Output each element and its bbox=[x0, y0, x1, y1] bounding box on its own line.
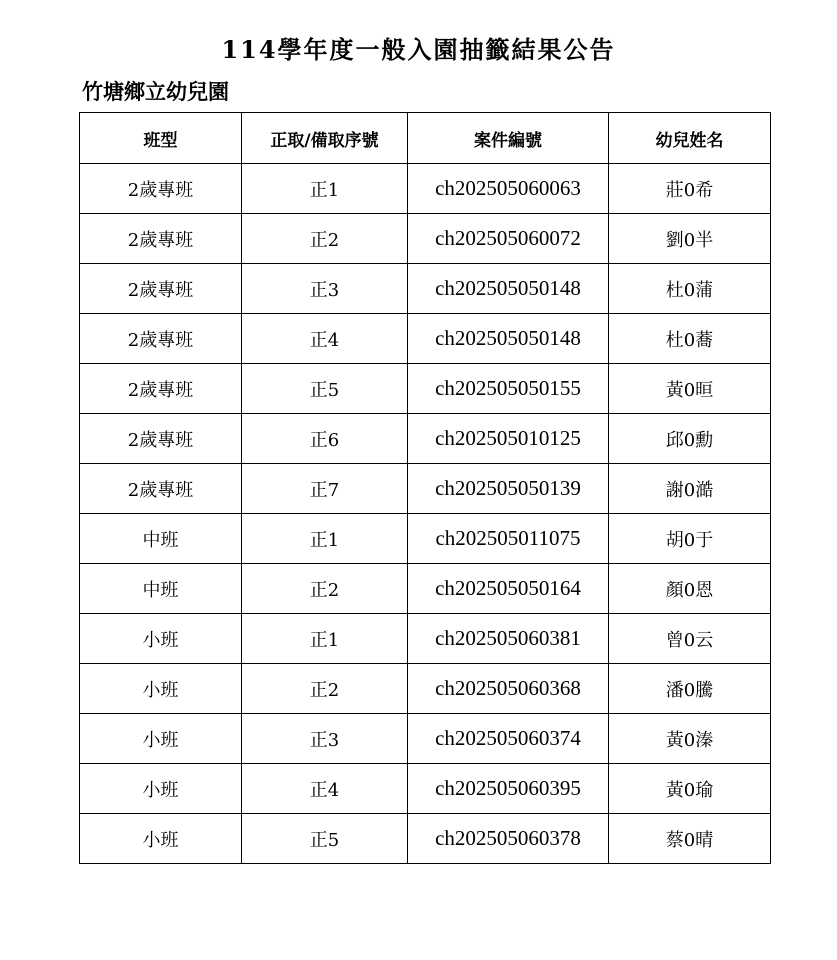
case-number-cell: ch202505060368 bbox=[408, 664, 609, 714]
table-row bbox=[80, 464, 771, 514]
child-name-cell: 莊0希 bbox=[609, 164, 771, 214]
class-type-cell: 小班 bbox=[80, 714, 242, 764]
case-number-cell: ch202505050139 bbox=[408, 464, 609, 514]
header-child-name: 幼兒姓名 bbox=[609, 113, 771, 164]
table-row bbox=[80, 614, 771, 664]
class-type-cell: 小班 bbox=[80, 614, 242, 664]
class-type-cell: 2歲專班 bbox=[80, 414, 242, 464]
admission-number-cell: 正6 bbox=[242, 414, 408, 464]
child-name-cell: 邱0勳 bbox=[609, 414, 771, 464]
class-type-cell: 2歲專班 bbox=[80, 464, 242, 514]
child-name-cell: 曾0云 bbox=[609, 614, 771, 664]
class-type-cell: 2歲專班 bbox=[80, 314, 242, 364]
child-name-cell: 顏0恩 bbox=[609, 564, 771, 614]
child-name-cell: 黃0晅 bbox=[609, 364, 771, 414]
child-name-cell: 杜0蕎 bbox=[609, 314, 771, 364]
admission-number-cell: 正2 bbox=[242, 664, 408, 714]
case-number-cell: ch202505060378 bbox=[408, 814, 609, 864]
table-body bbox=[80, 164, 771, 864]
table-row bbox=[80, 214, 771, 264]
admission-number-cell: 正4 bbox=[242, 314, 408, 364]
table-row bbox=[80, 814, 771, 864]
class-type-cell: 小班 bbox=[80, 664, 242, 714]
case-number-cell: ch202505050148 bbox=[408, 314, 609, 364]
document-title: 114學年度一般入園抽籤結果公告 bbox=[221, 35, 616, 64]
table-row bbox=[80, 764, 771, 814]
admission-number-cell: 正2 bbox=[242, 214, 408, 264]
child-name-cell: 胡0于 bbox=[609, 514, 771, 564]
class-type-cell: 2歲專班 bbox=[80, 264, 242, 314]
admission-number-cell: 正3 bbox=[242, 714, 408, 764]
class-type-cell: 2歲專班 bbox=[80, 214, 242, 264]
case-number-cell: ch202505060381 bbox=[408, 614, 609, 664]
case-number-cell: ch202505011075 bbox=[408, 514, 609, 564]
admission-number-cell: 正1 bbox=[242, 514, 408, 564]
admission-number-cell: 正2 bbox=[242, 564, 408, 614]
table-row bbox=[80, 264, 771, 314]
admission-number-cell: 正5 bbox=[242, 364, 408, 414]
case-number-cell: ch202505010125 bbox=[408, 414, 609, 464]
class-type-cell: 中班 bbox=[80, 564, 242, 614]
lottery-results-table bbox=[79, 112, 771, 864]
table-row bbox=[80, 164, 771, 214]
child-name-cell: 黃0瑜 bbox=[609, 764, 771, 814]
child-name-cell: 謝0澔 bbox=[609, 464, 771, 514]
header-class-type: 班型 bbox=[80, 113, 242, 164]
child-name-cell: 黃0溱 bbox=[609, 714, 771, 764]
table-row bbox=[80, 514, 771, 564]
header-row bbox=[80, 113, 771, 164]
case-number-cell: ch202505050155 bbox=[408, 364, 609, 414]
admission-number-cell: 正4 bbox=[242, 764, 408, 814]
child-name-cell: 杜0蒲 bbox=[609, 264, 771, 314]
class-type-cell: 2歲專班 bbox=[80, 364, 242, 414]
admission-number-cell: 正1 bbox=[242, 614, 408, 664]
case-number-cell: ch202505060063 bbox=[408, 164, 609, 214]
class-type-cell: 中班 bbox=[80, 514, 242, 564]
child-name-cell: 蔡0晴 bbox=[609, 814, 771, 864]
table-row bbox=[80, 564, 771, 614]
admission-number-cell: 正5 bbox=[242, 814, 408, 864]
table-row bbox=[80, 714, 771, 764]
admission-number-cell: 正7 bbox=[242, 464, 408, 514]
class-type-cell: 小班 bbox=[80, 764, 242, 814]
child-name-cell: 潘0騰 bbox=[609, 664, 771, 714]
case-number-cell: ch202505050164 bbox=[408, 564, 609, 614]
admission-number-cell: 正1 bbox=[242, 164, 408, 214]
table-row bbox=[80, 364, 771, 414]
admission-number-cell: 正3 bbox=[242, 264, 408, 314]
case-number-cell: ch202505060395 bbox=[408, 764, 609, 814]
table-row bbox=[80, 414, 771, 464]
case-number-cell: ch202505060374 bbox=[408, 714, 609, 764]
child-name-cell: 劉0半 bbox=[609, 214, 771, 264]
table-header bbox=[80, 113, 771, 164]
case-number-cell: ch202505060072 bbox=[408, 214, 609, 264]
header-case-number: 案件編號 bbox=[408, 113, 609, 164]
table-row bbox=[80, 314, 771, 364]
class-type-cell: 小班 bbox=[80, 814, 242, 864]
school-name: 竹塘鄉立幼兒園 bbox=[82, 79, 229, 104]
header-admission-number: 正取/備取序號 bbox=[242, 113, 408, 164]
case-number-cell: ch202505050148 bbox=[408, 264, 609, 314]
table-row bbox=[80, 664, 771, 714]
class-type-cell: 2歲專班 bbox=[80, 164, 242, 214]
